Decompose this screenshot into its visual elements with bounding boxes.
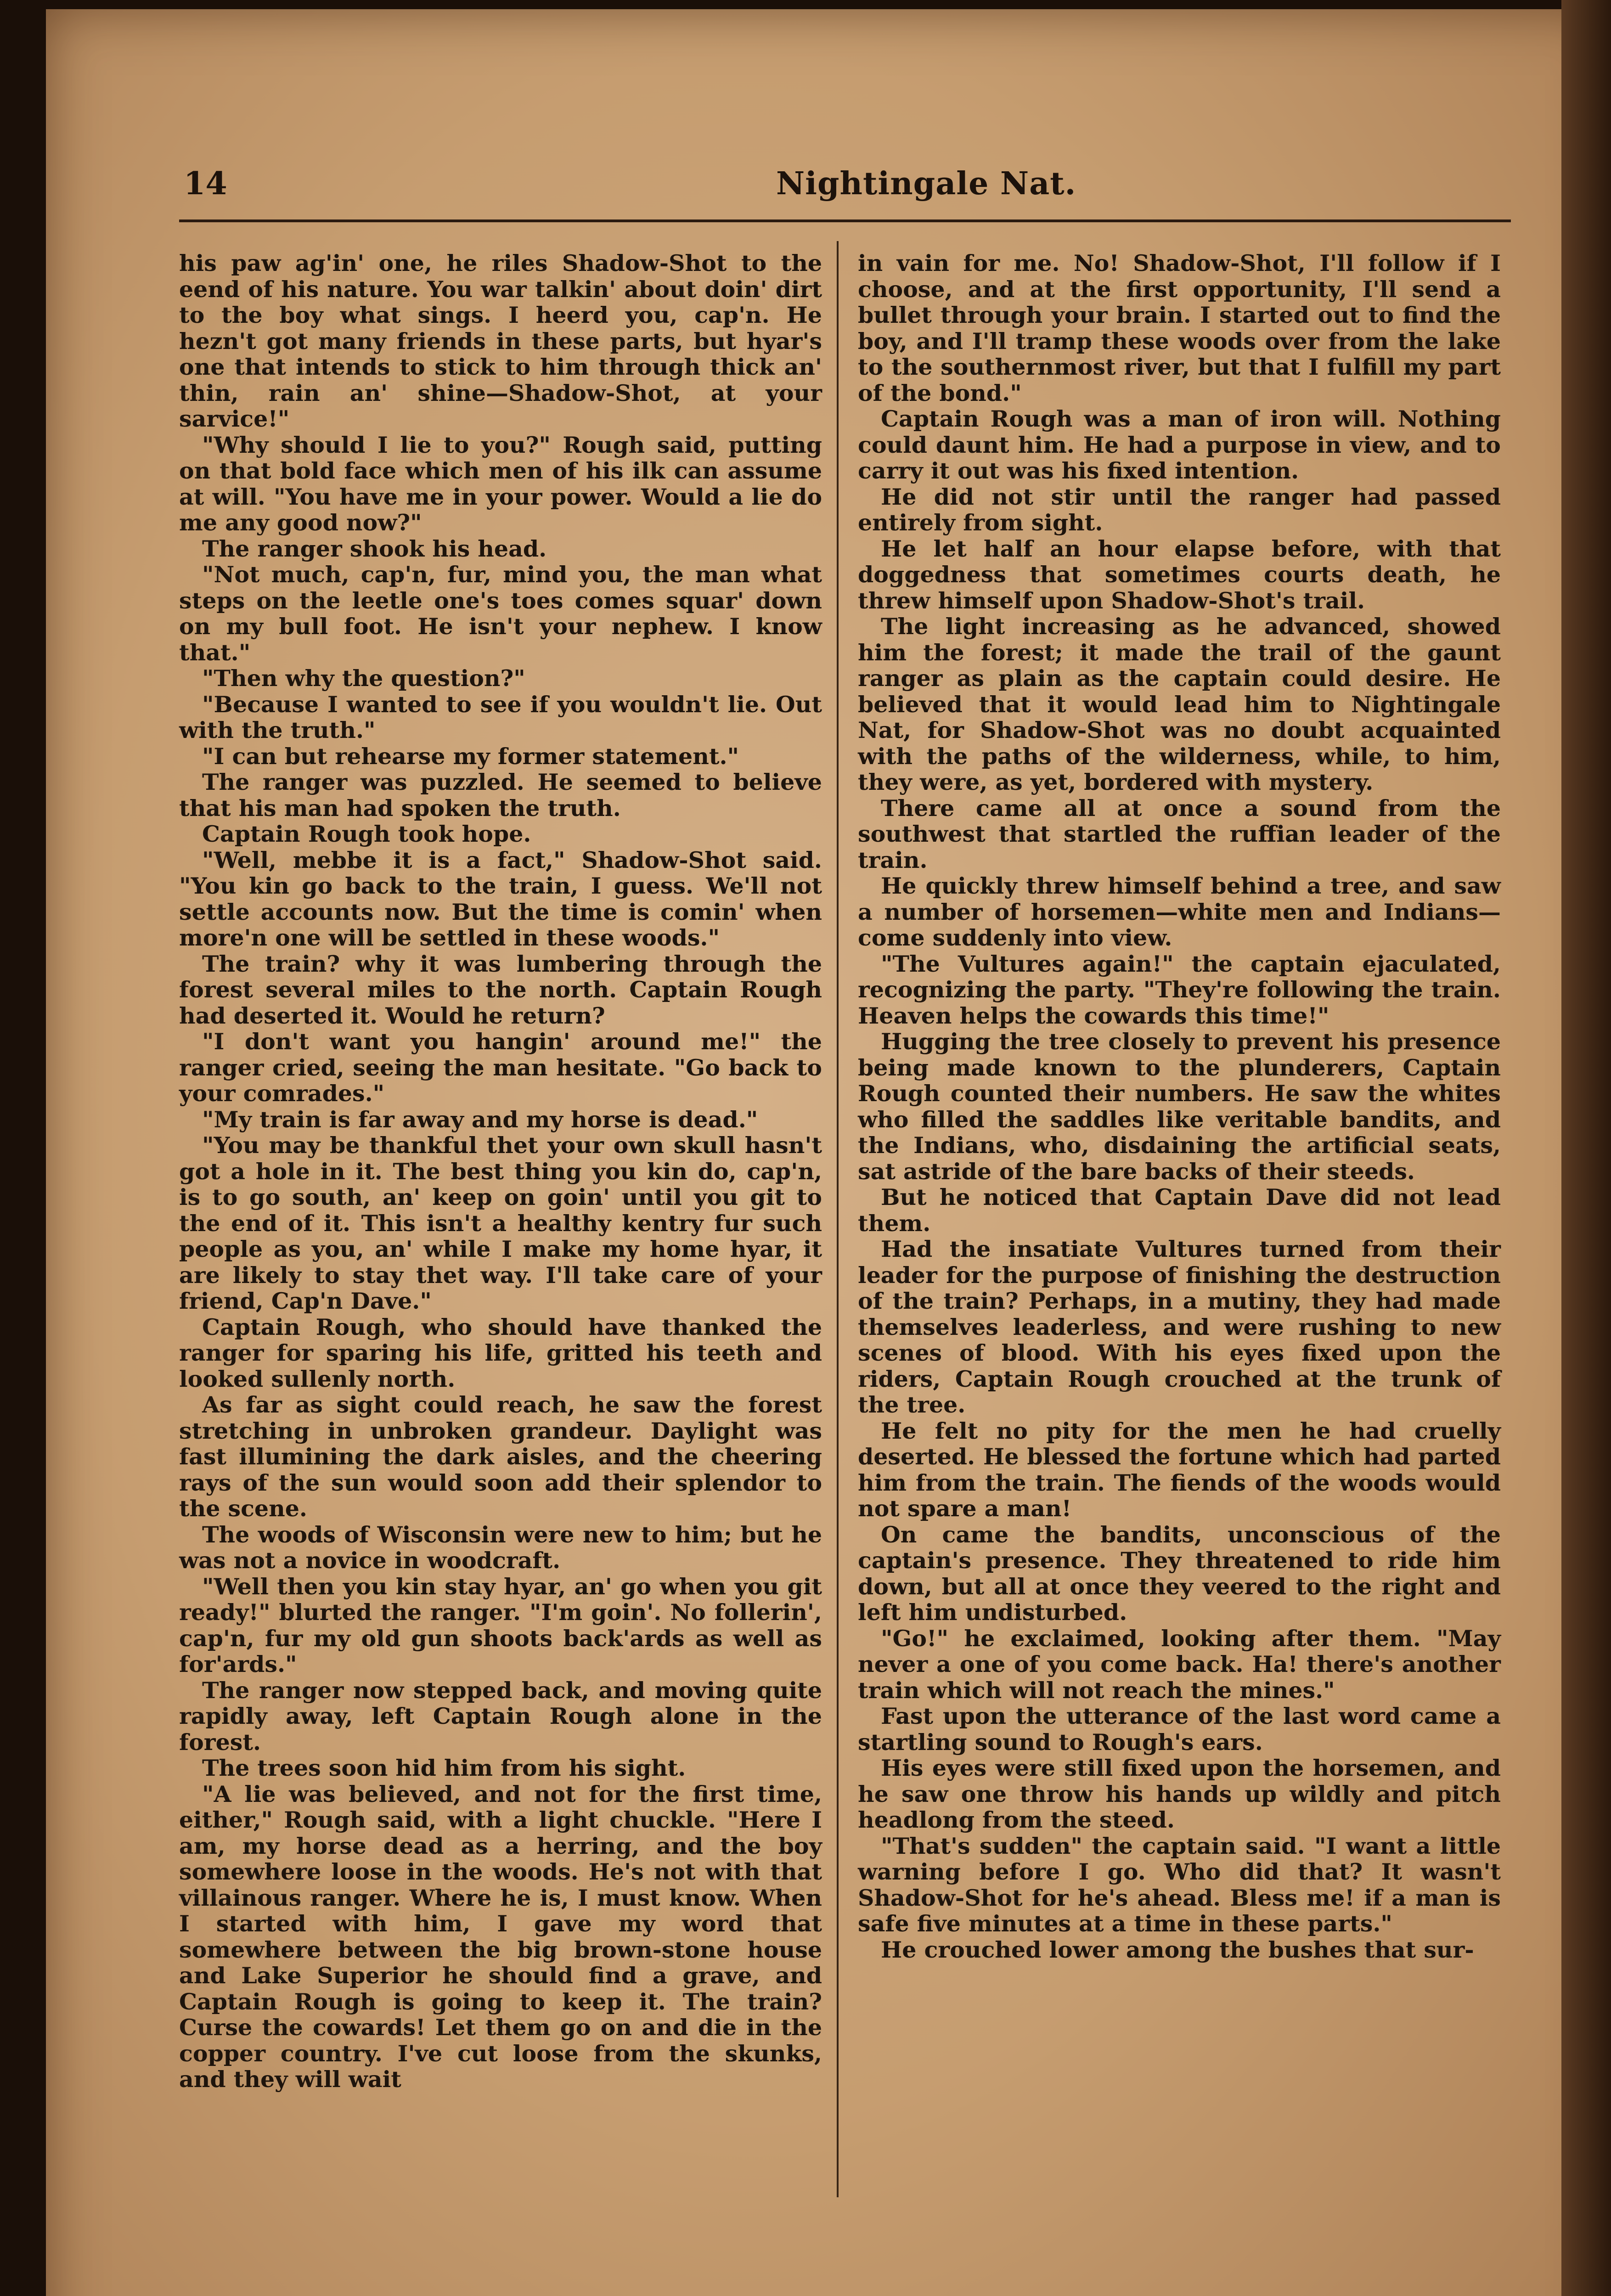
paragraph: "Well then you kin stay hyar, an' go when you git ready!" blurted the ranger. "I'm goin'. No follerin', cap'n, fur my old gun shoots back'ards as well as for'ards." (179, 1573, 822, 1677)
running-title: Nightingale Nat. (776, 165, 1076, 202)
paragraph: "Not much, cap'n, fur, mind you, the man what steps on the leetle one's toes comes squar' down on my bull foot. He isn't your nephew. I know that." (179, 561, 822, 666)
paragraph: "That's sudden" the captain said. "I want a little warning before I go. Who did that? It wasn't Shadow-Shot for he's ahead. Bless me! if a man is safe five minutes at a time in these parts." (858, 1832, 1501, 1937)
paragraph: He crouched lower among the bushes that sur- (881, 1936, 1474, 1963)
paragraph: The light increasing as he advanced, showed him the forest; it made the trail of the gaunt ranger as plain as the captain could desire. He believed that it would lead him to Nightingale Nat, for Shadow-Shot was no doubt acquainted with the paths of the wilderness, while, to him, they were, as yet, bordered with mystery. (858, 613, 1501, 795)
paragraph: He did not stir until the ranger had passed entirely from sight. (858, 483, 1501, 536)
paragraph: On came the bandits, unconscious of the captain's presence. They threatened to ride him down, but all at once they veered to the right and left him undisturbed. (858, 1521, 1501, 1626)
paragraph: "Well, mebbe it is a fact," Shadow-Shot said. "You kin go back to the train, I guess. We'll not settle accounts now. But the time is comin' when more'n one will be settled in these woods." (179, 846, 822, 951)
paragraph: Hugging the tree closely to prevent his presence being made known to the plunderers, Captain Rough counted their numbers. He saw the whites who filled the saddles like veritable bandits, and the Indians, who, disdaining the artificial seats, sat astride of the bare backs of their steeds. (858, 1028, 1501, 1185)
paragraph: The train? why it was lumbering through the forest several miles to the north. Captain Rough had deserted it. Would he return? (179, 950, 822, 1029)
paragraph: "Because I wanted to see if you wouldn't lie. Out with the truth." (179, 691, 822, 743)
paragraph: "You may be thankful thet your own skull hasn't got a hole in it. The best thing you kin do, cap'n, is to go south, an' keep on goin' until you git to the end of it. This isn't a healthy kentry fur such people as you, an' while I make my home hyar, it are likely to stay thet way. I'll take care of your friend, Cap'n Dave." (179, 1132, 822, 1314)
paragraph: Captain Rough, who should have thanked the ranger for sparing his life, gritted his teeth and looked sullenly north. (179, 1313, 822, 1392)
left-text-column (179, 250, 822, 2093)
paragraph: But he noticed that Captain Dave did not lead them. (858, 1184, 1501, 1237)
page-edge-shadow (1561, 0, 1611, 2296)
right-text-column (858, 250, 1501, 1963)
paragraph: Fast upon the utterance of the last word came a startling sound to Rough's ears. (858, 1703, 1501, 1756)
paragraph: There came all at once a sound from the southwest that startled the ruffian leader of the train. (858, 794, 1501, 873)
paragraph: He felt no pity for the men he had cruelly deserted. He blessed the fortune which had parted him from the train. The fiends of the woods would not spare a man! (858, 1417, 1501, 1522)
paragraph: "Why should I lie to you?" Rough said, putting on that bold face which men of his ilk can assume at will. "You have me in your power. Would a lie do me any good now?" (179, 431, 822, 536)
paragraph: in vain for me. No! Shadow-Shot, I'll follow if I choose, and at the first opportunity, I'll send a bullet through your brain. I started out to find the boy, and I'll tramp these woods over from the lake to the southernmost river, but that I fulfill my part of the bond." (858, 250, 1501, 406)
paragraph: "The Vultures again!" the captain ejaculated, recognizing the party. "They're following the train. Heaven helps the cowards this time!" (858, 950, 1501, 1029)
page-number: 14 (184, 165, 227, 202)
page-header (138, 163, 1511, 218)
paragraph: Captain Rough was a man of iron will. Nothing could daunt him. He had a purpose in view, and to carry it out was his fixed intention. (858, 405, 1501, 484)
paragraph: The trees soon hid him from his sight. (202, 1755, 686, 1781)
paragraph: "I don't want you hangin' around me!" the ranger cried, seeing the man hesitate. "Go back to your comrades." (179, 1028, 822, 1107)
header-rule (179, 219, 1511, 222)
paragraph: Captain Rough took hope. (202, 821, 531, 847)
paragraph: "My train is far away and my horse is dead." (202, 1106, 758, 1133)
paragraph: The woods of Wisconsin were new to him; but he was not a novice in woodcraft. (179, 1521, 822, 1574)
paragraph: "A lie was believed, and not for the first time, either," Rough said, with a light chuckle. "Here I am, my horse dead as a herring, and the boy somewhere loose in the woods. He's not with that villainous ranger. Where he is, I must know. When I started with him, I gave my word that somewhere between the big brown-stone house and Lake Superior he should find a grave, and Captain Rough is going to keep it. The train? Curse the cowards! Let them go on and die in the copper country. I've cut loose from the skunks, and they will wait (179, 1780, 822, 2093)
paragraph: His eyes were still fixed upon the horsemen, and he saw one throw his hands up wildly and pitch headlong from the steed. (858, 1755, 1501, 1833)
paragraph: his paw ag'in' one, he riles Shadow-Shot to the eend of his nature. You war talkin' about doin' dirt to the boy what sings. I heerd you, cap'n. He hezn't got many friends in these parts, but hyar's one that intends to stick to him through thick an' thin, rain an' shine—Shadow-Shot, at your sarvice!" (179, 250, 822, 432)
paragraph: The ranger shook his head. (202, 535, 547, 562)
paragraph: He let half an hour elapse before, with that doggedness that sometimes courts death, he threw himself upon Shadow-Shot's trail. (858, 535, 1501, 614)
paragraph: The ranger was puzzled. He seemed to believe that his man had spoken the truth. (179, 769, 822, 822)
paragraph: He quickly threw himself behind a tree, and saw a number of horsemen—white men and Indians—come suddenly into view. (858, 872, 1501, 951)
paragraph: "Then why the question?" (202, 665, 525, 692)
paragraph: Had the insatiate Vultures turned from their leader for the purpose of finishing the destruction of the train? Perhaps, in a mutiny, they had made themselves leaderless, and were rushing to new scenes of blood. With his eyes fixed upon the riders, Captain Rough crouched at the trunk of the tree. (858, 1236, 1501, 1418)
paragraph: As far as sight could reach, he saw the forest stretching in unbroken grandeur. Daylight was fast illumining the dark aisles, and the cheering rays of the sun would soon add their splendor to the scene. (179, 1391, 822, 1522)
paragraph: "Go!" he exclaimed, looking after them. "May never a one of you come back. Ha! there's another train which will not reach the mines." (858, 1625, 1501, 1704)
column-divider (837, 241, 839, 2197)
paragraph: "I can but rehearse my former statement." (202, 743, 739, 770)
paragraph: The ranger now stepped back, and moving quite rapidly away, left Captain Rough alone in the forest. (179, 1677, 822, 1756)
